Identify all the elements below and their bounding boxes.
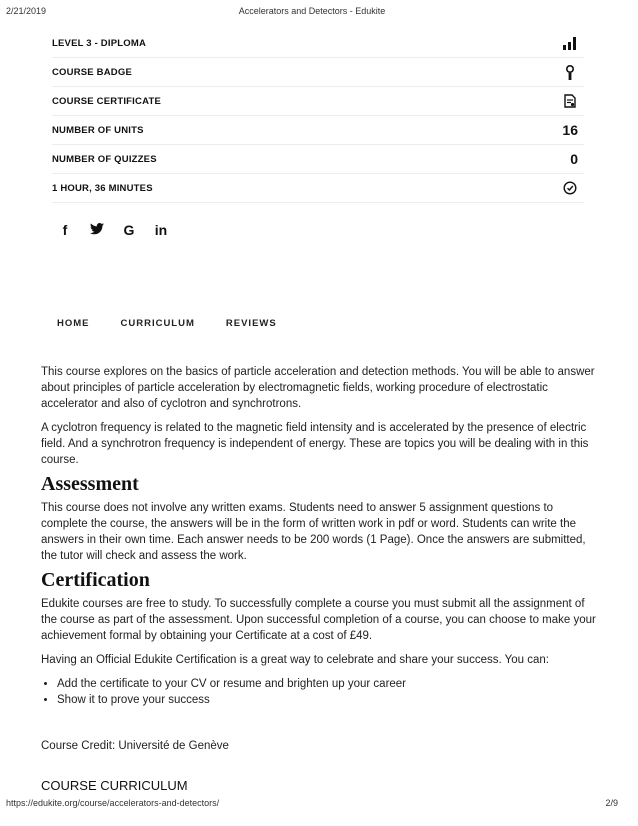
meta-label: COURSE BADGE (52, 66, 132, 78)
course-description (41, 364, 601, 762)
badge-icon (562, 64, 578, 80)
bar-chart-icon (562, 35, 578, 51)
list-item: • Add the certificate to your CV or resume and brighten up your career (57, 676, 601, 692)
page-number: 2/9 (605, 798, 618, 808)
certification-text-1: Edukite courses are free to study. To successfully complete a course you must submit all the assignment of the course as part of the assessment. Upon successful completion of a course, you can choose to make your achievement formal by obtaining your Certificate at a cost of £49. (41, 598, 596, 642)
certification-text-2: Having an Official Edukite Certification is a great way to celebrate and share your success. You can: (41, 654, 549, 666)
course-meta (52, 29, 584, 203)
meta-row-certificate (52, 87, 584, 116)
google-icon[interactable]: G (123, 222, 135, 238)
meta-label: NUMBER OF UNITS (52, 124, 144, 136)
certificate-icon (562, 93, 578, 109)
curriculum-heading: COURSE CURRICULUM (41, 778, 188, 793)
meta-row-units (52, 116, 584, 145)
facebook-icon[interactable]: f (62, 222, 68, 238)
page-url: https://edukite.org/course/accelerators-and-detectors/ (6, 798, 220, 808)
print-date: 2/21/2019 (6, 6, 47, 16)
units-count: 16 (562, 122, 578, 138)
meta-row-level (52, 29, 584, 58)
quizzes-count: 0 (570, 151, 578, 167)
assessment-text: This course does not involve any written exams. Students need to answer 5 assignment questions to complete the course, the answers will be in the form of written work in pdf or word. Students can write the answers in their own time. Each answer needs to be 200 words (1 Page). Once the answers are submitted, the tutor will check and assess the work. (41, 502, 586, 562)
list-item: • Show it to prove your success (57, 692, 601, 708)
certification-heading: Certification (41, 569, 150, 591)
meta-row-duration (52, 174, 584, 203)
print-header (6, 6, 618, 16)
meta-label: COURSE CERTIFICATE (52, 95, 161, 107)
print-title: Accelerators and Detectors - Edukite (238, 6, 386, 16)
linkedin-icon[interactable]: in (154, 222, 168, 238)
course-tabs (57, 318, 277, 329)
meta-label: 1 HOUR, 36 MINUTES (52, 182, 153, 194)
tab-curriculum[interactable]: CURRICULUM (120, 318, 195, 329)
social-links (58, 222, 168, 238)
assessment-heading: Assessment (41, 473, 139, 495)
meta-row-quizzes (52, 145, 584, 174)
tab-home[interactable]: HOME (57, 318, 90, 329)
twitter-icon[interactable] (90, 222, 104, 238)
meta-label: NUMBER OF QUIZZES (52, 153, 157, 165)
meta-row-badge (52, 58, 584, 87)
course-credit: Course Credit: Université de Genève (41, 740, 229, 752)
tab-reviews[interactable]: REVIEWS (225, 318, 277, 329)
benefits-list (41, 676, 601, 708)
clock-icon (562, 180, 578, 196)
print-footer (6, 798, 618, 808)
meta-label: LEVEL 3 - DIPLOMA (52, 37, 147, 49)
intro-paragraph-2: A cyclotron frequency is related to the magnetic field intensity and is accelerated by the presence of electric field. And a synchrotron frequency is independent of energy. These are topics you will be dealing with in this course. (41, 422, 589, 466)
intro-paragraph-1: This course explores on the basics of particle acceleration and detection methods. You will be able to answer about principles of particle acceleration by electromagnetic fields, working procedure of electrostatic accelerator and also of cyclotron and synchrotrons. (41, 366, 595, 410)
